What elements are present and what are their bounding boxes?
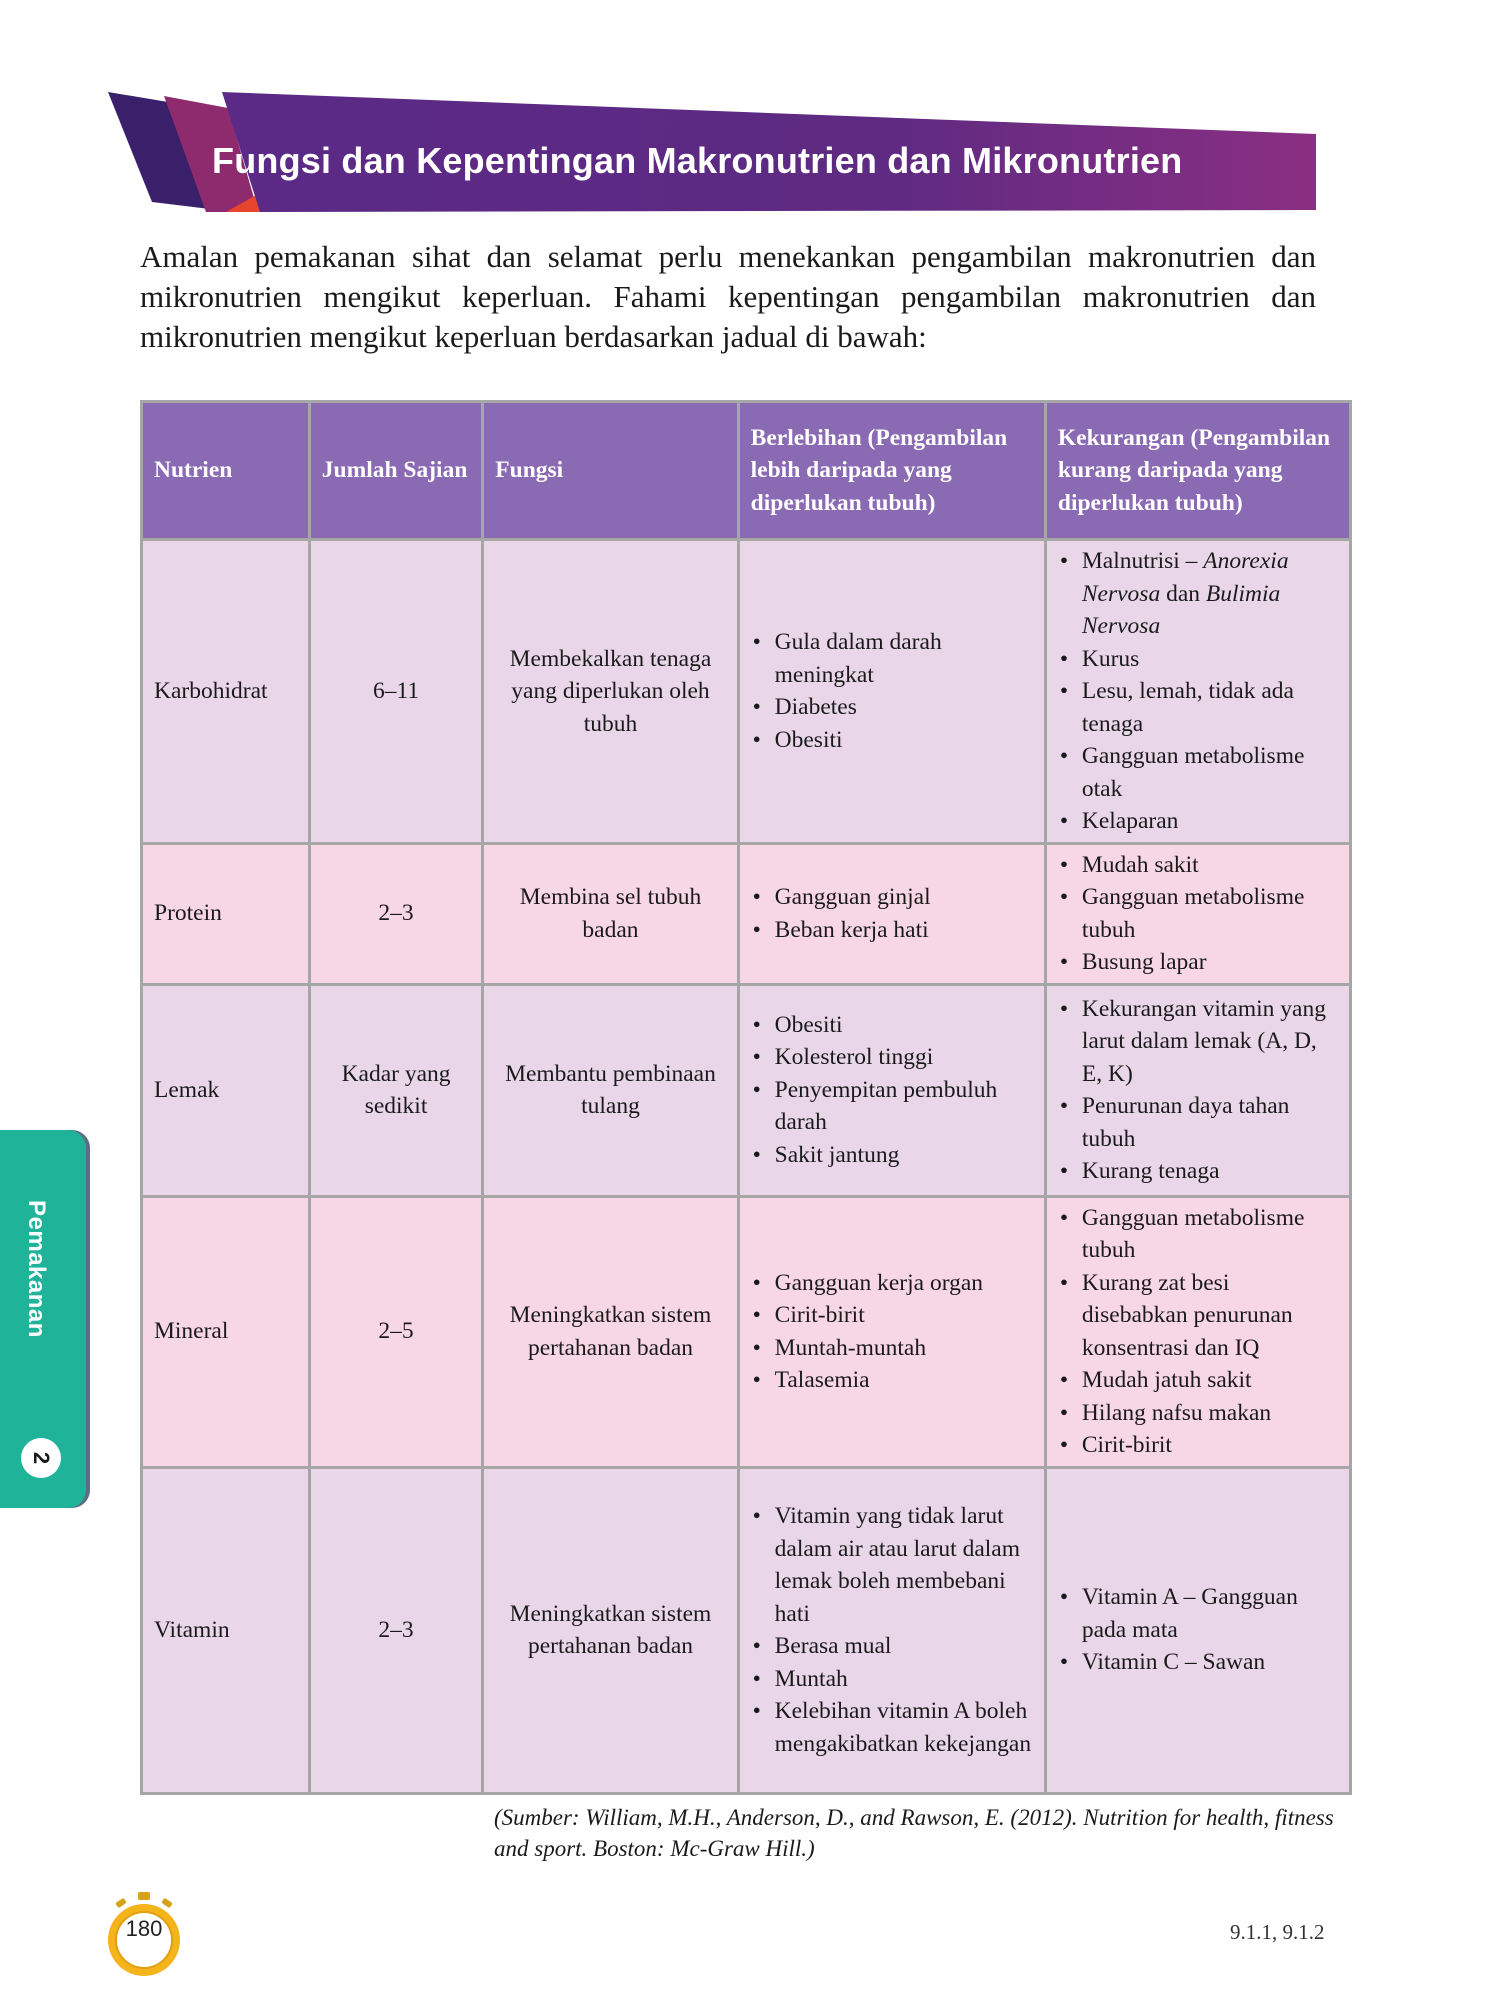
list-item: • Kelebihan vitamin A boleh mengakibatkan kekejangan	[751, 1695, 1033, 1760]
list-item: • Kurang tenaga	[1058, 1155, 1338, 1188]
function-text: Meningkatkan sistem pertahanan badan	[483, 1467, 738, 1793]
header-kekurangan: Kekurangan (Pengambilan kurang daripada yang diperlukan tubuh)	[1045, 402, 1350, 540]
nutrient-name: Lemak	[142, 984, 310, 1196]
list-item: • Hilang nafsu makan	[1058, 1397, 1338, 1430]
list-item: • Gangguan metabolisme tubuh	[1058, 881, 1338, 946]
header-nutrien: Nutrien	[142, 402, 310, 540]
list-item-text: Malnutrisi –	[1081, 548, 1204, 574]
list-item-italic: Anorexia Nervosa	[1081, 548, 1289, 607]
serving-amount: Kadar yang sedikit	[309, 984, 483, 1196]
serving-amount: 2–3	[309, 1467, 483, 1793]
list-item: • Muntah	[751, 1663, 1033, 1696]
section-banner	[108, 92, 1316, 212]
table-row	[142, 843, 1351, 984]
table-row	[142, 1196, 1351, 1467]
nutrient-name: Mineral	[142, 1196, 310, 1467]
excess-cell	[738, 1196, 1045, 1467]
chapter-label: Pemakanan	[23, 1200, 50, 1338]
header-fungsi: Fungsi	[483, 402, 738, 540]
list-item: • Muntah-muntah	[751, 1332, 1033, 1365]
list-item: • Mudah sakit	[1058, 849, 1338, 882]
list-item: • Talasemia	[751, 1364, 1033, 1397]
nutrient-name: Vitamin	[142, 1467, 310, 1793]
deficiency-cell	[1045, 984, 1350, 1196]
nutrient-name: Karbohidrat	[142, 540, 310, 844]
function-text: Membantu pembinaan tulang	[483, 984, 738, 1196]
function-text: Meningkatkan sistem pertahanan badan	[483, 1196, 738, 1467]
list-item: • Kurus	[1058, 643, 1338, 676]
function-text: Membina sel tubuh badan	[483, 843, 738, 984]
deficiency-cell	[1045, 843, 1350, 984]
table-row	[142, 1467, 1351, 1793]
list-item: • Lesu, lemah, tidak ada tenaga	[1058, 675, 1338, 740]
intro-paragraph: Amalan pemakanan sihat dan selamat perlu menekankan pengambilan makronutrien dan mikronutrien mengikut keperluan. Fahami kepentingan pengambilan makronutrien dan mikronutrien mengikut keperluan berdasarkan jadual di bawah:	[140, 239, 1316, 354]
page-number: 180	[125, 1916, 163, 1941]
list-item: • Mudah jatuh sakit	[1058, 1364, 1338, 1397]
function-text: Membekalkan tenaga yang diperlukan oleh tubuh	[483, 540, 738, 844]
list-item-italic: Bulimia Nervosa	[1081, 580, 1281, 639]
list-item: • Kelaparan	[1058, 805, 1338, 838]
chapter-number-badge	[21, 1438, 61, 1478]
table-header-row	[142, 402, 1351, 540]
list-item: • Penyempitan pembuluh darah	[751, 1074, 1033, 1139]
standard-codes: 9.1.1, 9.1.2	[1230, 1920, 1325, 1944]
list-item: • Beban kerja hati	[751, 914, 1033, 947]
list-item: • Vitamin A – Gangguan pada mata	[1058, 1581, 1338, 1646]
chapter-number: 2	[29, 1451, 54, 1465]
list-item: • Gangguan metabolisme otak	[1058, 740, 1338, 805]
deficiency-cell	[1045, 540, 1350, 844]
list-item	[1058, 545, 1338, 643]
excess-cell	[738, 984, 1045, 1196]
excess-cell	[738, 1467, 1045, 1793]
list-item: • Vitamin C – Sawan	[1058, 1646, 1338, 1679]
list-item: • Berasa mual	[751, 1630, 1033, 1663]
list-item: • Penurunan daya tahan tubuh	[1058, 1090, 1338, 1155]
serving-amount: 6–11	[309, 540, 483, 844]
list-item: • Cirit-birit	[1058, 1429, 1338, 1462]
table-row	[142, 984, 1351, 1196]
list-item: • Vitamin yang tidak larut dalam air atau larut dalam lemak boleh membebani hati	[751, 1500, 1033, 1630]
list-item: • Kolesterol tinggi	[751, 1041, 1033, 1074]
list-item: • Kurang zat besi disebabkan penurunan konsentrasi dan IQ	[1058, 1267, 1338, 1365]
serving-amount: 2–3	[309, 843, 483, 984]
excess-cell	[738, 540, 1045, 844]
excess-cell	[738, 843, 1045, 984]
list-item: • Kekurangan vitamin yang larut dalam lemak (A, D, E, K)	[1058, 993, 1338, 1091]
deficiency-cell	[1045, 1467, 1350, 1793]
list-item: • Diabetes	[751, 691, 1033, 724]
list-item: • Busung lapar	[1058, 946, 1338, 979]
deficiency-cell	[1045, 1196, 1350, 1467]
list-item: • Obesiti	[751, 1009, 1033, 1042]
list-item: • Gangguan ginjal	[751, 881, 1033, 914]
list-item: • Gangguan kerja organ	[751, 1267, 1033, 1300]
page-title: Fungsi dan Kepentingan Makronutrien dan Mikronutrien	[212, 140, 1183, 181]
header-berlebihan: Berlebihan (Pengambilan lebih daripada yang diperlukan tubuh)	[738, 402, 1045, 540]
source-citation: (Sumber: William, M.H., Anderson, D., and Rawson, E. (2012). Nutrition for health, fitness and sport. Boston: Mc-Graw Hill.)	[494, 1805, 1334, 1861]
list-item: • Obesiti	[751, 724, 1033, 757]
header-jumlah: Jumlah Sajian	[309, 402, 483, 540]
list-item: • Sakit jantung	[751, 1139, 1033, 1172]
table-row	[142, 540, 1351, 844]
list-item: • Gula dalam darah meningkat	[751, 626, 1033, 691]
nutrient-name: Protein	[142, 843, 310, 984]
list-item: • Gangguan metabolisme tubuh	[1058, 1202, 1338, 1267]
list-item-text: dan	[1160, 580, 1206, 607]
nutrient-table	[140, 400, 1352, 1795]
serving-amount: 2–5	[309, 1196, 483, 1467]
list-item: • Cirit-birit	[751, 1299, 1033, 1332]
